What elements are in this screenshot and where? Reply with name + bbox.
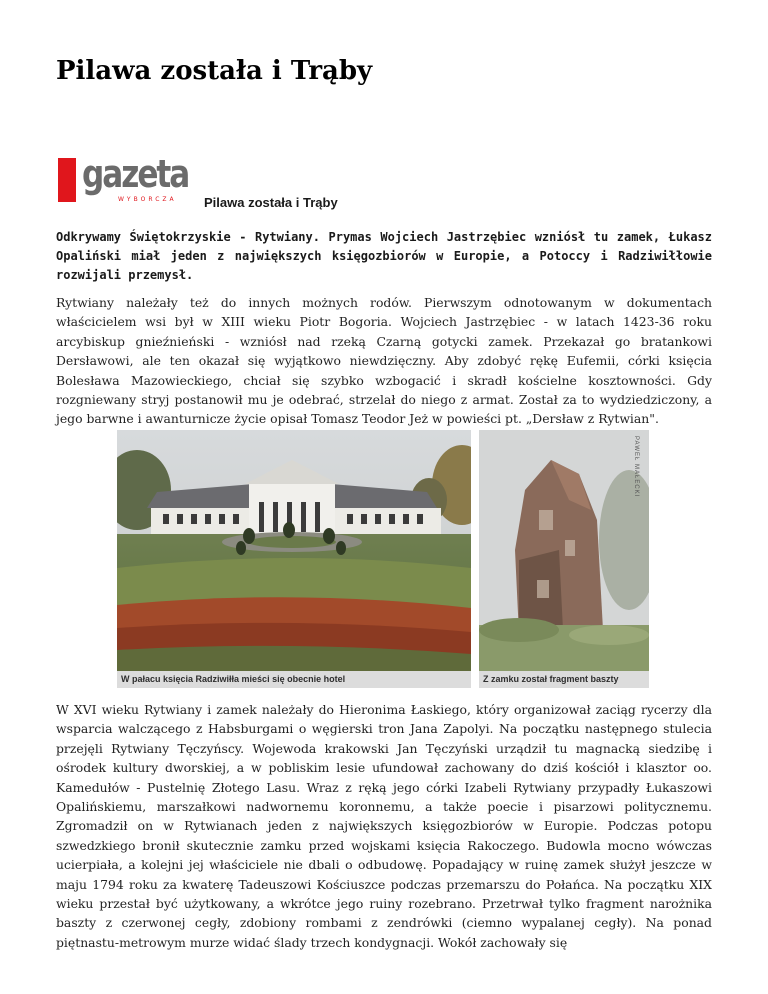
lead-paragraph: Odkrywamy Świętokrzyskie - Rytwiany. Prymas Wojciech Jastrzębiec wzniósł tu zamek, Łukasz Opaliński miał jeden z największych księgozbiorów w Europie, a Potoccy i Radziwiłłowie rozwijali przemysł.: [56, 230, 712, 282]
logo-subtitle: WYBORCZA: [118, 196, 177, 203]
tower-ruin-image: [479, 430, 649, 688]
body-paragraph-2: W XVI wieku Rytwiany i zamek należały do Hieronima Łaskiego, który organizował zaciąg rycerzy dla wsparcia walczącego z Habsburgami o węgierski tron Jana Zapolyi. Na początku następnego stulecia przejęli Rytwiany Tęczyńscy. Wojewoda krakowski Jan Tęczyński urządził tu magnacką siedzibę i ośrodek kultury dworskiej, a w pobliskim lesie ufundował zachowany do dziś kościół i klasztor oo. Kamedułów - Pustelnię Złotego Lasu. Wraz z ręką jego córki Izabeli Rytwiany przypadły Łukaszowi Opalińskiemu, marszałkowi nadwornemu koronnemu, a także poecie i pisarzowi politycznemu. Zgromadził on w Rytwianach jeden z największych księgozbiorów w Europie. Podczas potopu szwedzkiego bronił skutecznie zamku przed wojskami księcia Rakoczego. Budowla mocno wówczas ucierpiała, a kolejni jej właściciele nie dbali o odbudowę. Popadający w ruinę zamek służył jeszcze w maju 1794 roku za kwaterę Tadeuszowi Kościuszce podczas przemarszu do Połańca. Na początku XIX wieku przestał być użytkowany, a wkrótce jego ruiny rozebrano. Przetrwał tylko fragment narożnika baszty z czerwonej cegły, zdobiony rombami z zendrówki (ciemno wypalanej cegły). Na ponad piętnastu-metrowym murze widać ślady trzech kondygnacji. Wokół zachowały się: [56, 702, 712, 950]
photo-collage: [117, 430, 649, 688]
photo-credit: PAWEŁ MAŁECKI: [633, 436, 639, 498]
logo-wordmark: gazeta: [82, 152, 189, 196]
palace-photo-caption: W pałacu księcia Radziwiłła mieści się obecnie hotel: [117, 671, 471, 688]
palace-image: [117, 430, 471, 688]
logo-caption: Pilawa została i Trąby: [204, 195, 338, 210]
gazeta-wyborcza-logo: [58, 152, 204, 206]
palace-photo: [117, 430, 471, 688]
tower-photo-caption: Z zamku został fragment baszty: [479, 671, 649, 688]
logo-red-block: [58, 158, 76, 202]
tower-photo: [479, 430, 649, 688]
page-title: Pilawa została i Trąby: [56, 56, 373, 86]
body-paragraph-1: Rytwiany należały też do innych możnych rodów. Pierwszym odnotowanym w dokumentach właścicielem wsi był w XIII wieku Piotr Bogoria. Wojciech Jastrzębiec - w latach 1423-36 roku arcybiskup gnieźnieński - wzniósł nad rzeką Czarną gotycki zamek. Przekazał go bratankowi Dersławowi, ale ten okazał się wyjątkowo niewdzięczny. Aby zdobyć rękę Eufemii, córki księcia Bolesława Mazowieckiego, chciał się szybko wzbogacić i skradł kościelne kosztowności. Gdy rozgniewany stryj postanowił mu je odebrać, strzelał do niego z armat. Został za to wydziedziczony, a jego barwne i awanturnicze życie opisał Tomasz Teodor Jeż w powieści pt. „Dersław z Rytwian".: [56, 295, 712, 427]
